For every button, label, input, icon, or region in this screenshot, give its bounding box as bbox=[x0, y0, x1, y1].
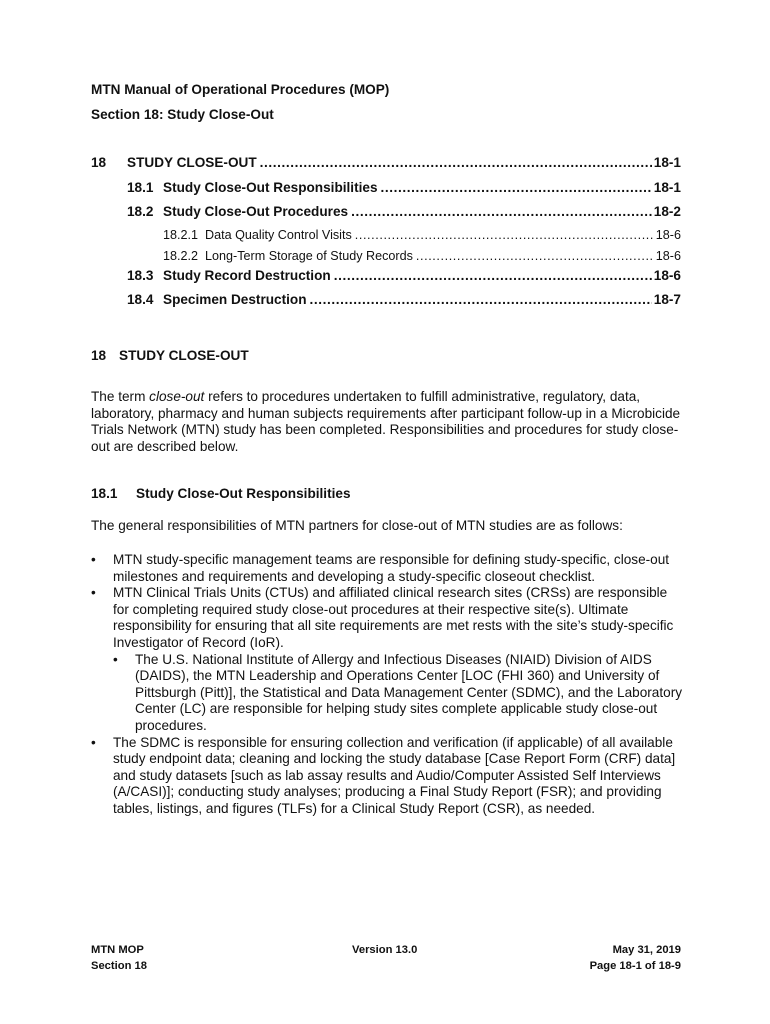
toc-entry[interactable] bbox=[127, 204, 681, 219]
toc-page: 18-6 bbox=[655, 249, 681, 263]
footer-right bbox=[590, 942, 681, 974]
section-heading bbox=[91, 348, 249, 363]
list-item-text: MTN Clinical Trials Units (CTUs) and affiliated clinical research sites (CRSs) are responsible for completing required study close-out procedures at their respective site(s). Ultimate responsibility for ensuring that all site requirements are met rests with the site’s study-specific Investigator of Record (IoR). bbox=[113, 585, 674, 650]
subsection-title: Study Close-Out Responsibilities bbox=[136, 486, 351, 501]
toc-number: 18.2.1 bbox=[163, 228, 199, 242]
toc-title: Specimen Destruction bbox=[163, 292, 307, 307]
footer-doc-name: MTN MOP bbox=[91, 944, 144, 956]
toc-number: 18.2 bbox=[127, 204, 154, 219]
toc-page: 18-2 bbox=[653, 204, 681, 219]
bullet-icon: • bbox=[113, 651, 118, 667]
toc-page: 18-7 bbox=[653, 292, 681, 307]
subsection-heading bbox=[91, 486, 351, 501]
toc-leader bbox=[381, 180, 652, 195]
footer-date: May 31, 2019 bbox=[612, 944, 681, 956]
toc-entry[interactable] bbox=[163, 249, 681, 263]
toc-leader bbox=[310, 292, 652, 307]
list-item bbox=[91, 735, 683, 818]
sub-list bbox=[113, 652, 683, 735]
document-header-title: MTN Manual of Operational Procedures (MOP) bbox=[91, 82, 390, 97]
responsibilities-list bbox=[91, 552, 683, 818]
toc-entry[interactable] bbox=[127, 268, 681, 283]
toc-page: 18-6 bbox=[655, 228, 681, 242]
toc-title: STUDY CLOSE-OUT bbox=[127, 155, 257, 170]
toc-leader bbox=[416, 249, 654, 263]
toc-entry[interactable] bbox=[163, 228, 681, 242]
toc-entry[interactable] bbox=[127, 292, 681, 307]
toc-page: 18-1 bbox=[653, 155, 681, 170]
document-header-section: Section 18: Study Close-Out bbox=[91, 107, 274, 122]
toc-leader bbox=[334, 268, 652, 283]
section-intro-paragraph bbox=[91, 389, 681, 455]
sub-list-item bbox=[113, 652, 683, 735]
toc-leader bbox=[351, 204, 652, 219]
toc-entry[interactable] bbox=[127, 180, 681, 195]
subsection-intro-paragraph: The general responsibilities of MTN partners for close-out of MTN studies are as follows: bbox=[91, 518, 623, 533]
toc-number: 18.2.2 bbox=[163, 249, 199, 263]
sub-list-item-text: The U.S. National Institute of Allergy and Infectious Diseases (NIAID) Division of AIDS (DAIDS), the MTN Leadership and Operations Center [LOC (FHI 360) and University of Pittsburgh (Pitt)], the Statistical and Data Management Center (SDMC), and the Laboratory Center (LC) are responsible for helping study sites complete applicable study close-out procedures. bbox=[135, 651, 683, 733]
section-title: STUDY CLOSE-OUT bbox=[119, 348, 249, 363]
bullet-icon: • bbox=[91, 552, 96, 567]
toc-leader bbox=[355, 228, 654, 242]
toc-page: 18-6 bbox=[653, 268, 681, 283]
toc-page: 18-1 bbox=[653, 180, 681, 195]
toc-leader bbox=[260, 155, 652, 170]
toc-title: Long-Term Storage of Study Records bbox=[205, 249, 413, 263]
bullet-icon: • bbox=[91, 734, 96, 750]
footer-version: Version 13.0 bbox=[352, 944, 418, 956]
toc-entry[interactable] bbox=[91, 155, 681, 170]
toc-number: 18.4 bbox=[127, 292, 154, 307]
list-item-text: The SDMC is responsible for ensuring collection and verification (if applicable) of all available study endpoint data; cleaning and locking the study database [Case Report Form (CRF) data] and study datasets [such as lab assay results and Audio/Computer Assisted Self Interviews (A/CASI)]; conducting study analyses; producing a Final Study Report (FSR); and providing tables, listings, and figures (TLFs) for a Clinical Study Report (CSR), as needed. bbox=[113, 734, 676, 816]
footer-page-number: Page 18-1 of 18-9 bbox=[589, 960, 681, 972]
subsection-number: 18.1 bbox=[91, 486, 118, 501]
toc-number: 18.1 bbox=[127, 180, 154, 195]
list-item bbox=[91, 585, 683, 734]
footer-left bbox=[91, 942, 147, 974]
list-item bbox=[91, 552, 683, 585]
intro-body-text: refers to procedures undertaken to fulfill administrative, regulatory, data, laboratory, pharmacy and human subjects requirements after participant follow-up in a Microbicide Trials Network (MTN) study has been completed. Responsibilities and procedures for study close-out are described below. bbox=[91, 389, 681, 454]
toc-title: Study Record Destruction bbox=[163, 268, 331, 283]
list-item-text: MTN study-specific management teams are responsible for defining study-specific, close-out milestones and requirements and developing a study-specific closeout checklist. bbox=[113, 552, 670, 584]
section-number: 18 bbox=[91, 348, 107, 363]
toc-title: Study Close-Out Responsibilities bbox=[163, 180, 378, 195]
toc-number: 18.3 bbox=[127, 268, 154, 283]
bullet-icon: • bbox=[91, 585, 96, 601]
toc-title: Data Quality Control Visits bbox=[205, 228, 352, 242]
intro-lead-text: The term bbox=[91, 389, 150, 404]
toc-number: 18 bbox=[91, 155, 107, 170]
intro-term: close-out bbox=[149, 389, 205, 404]
footer-section: Section 18 bbox=[91, 960, 147, 972]
toc-title: Study Close-Out Procedures bbox=[163, 204, 349, 219]
